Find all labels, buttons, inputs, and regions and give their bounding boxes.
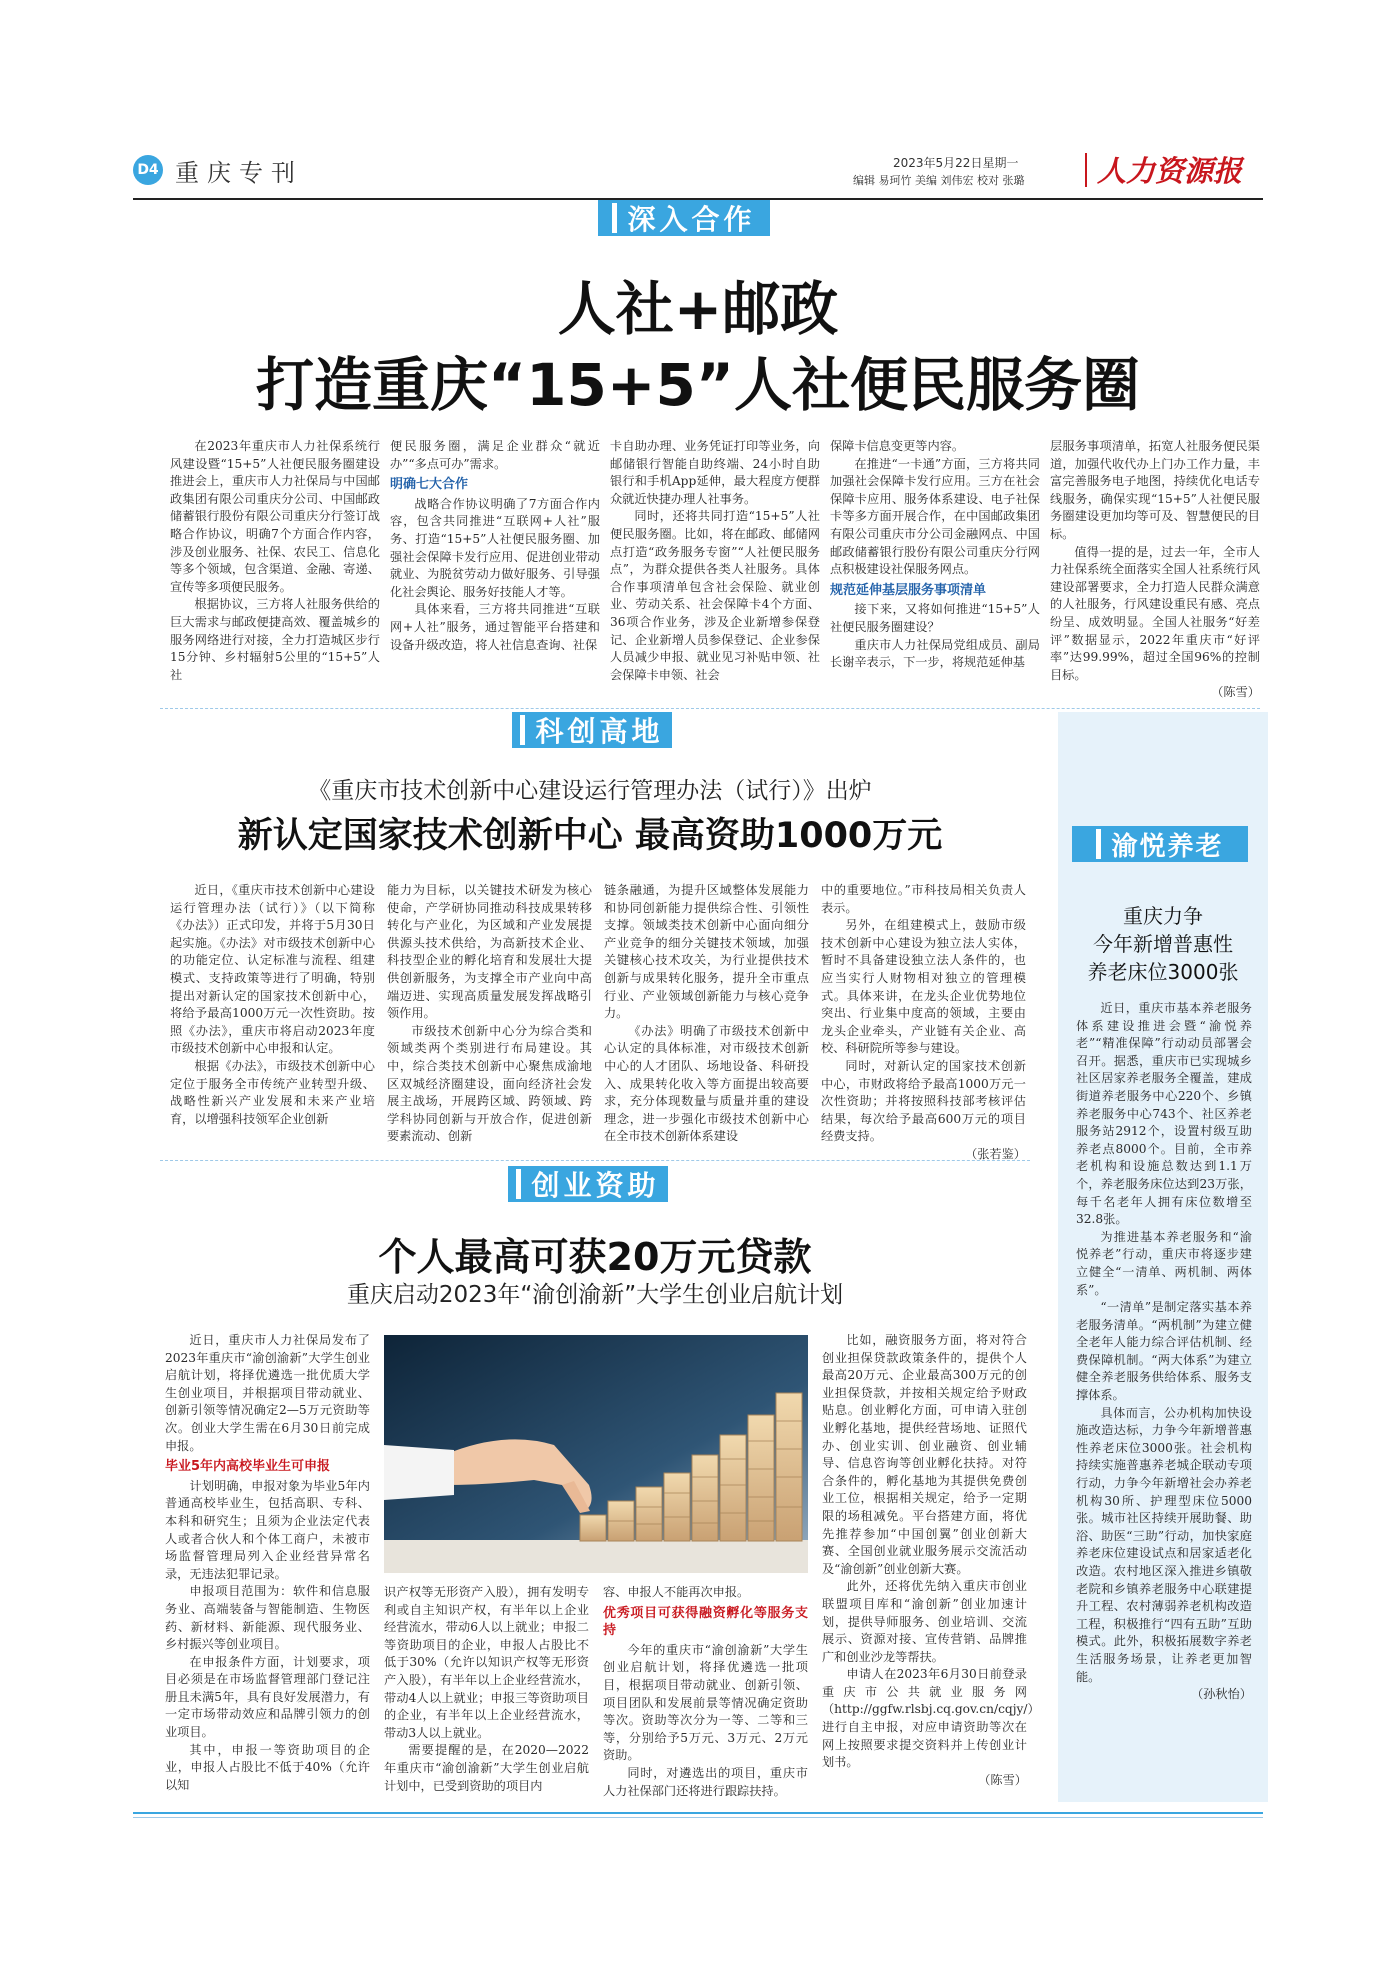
band-yuyue: 渝悦养老 xyxy=(1072,826,1248,862)
section-divider-1 xyxy=(160,708,1260,709)
sidebar-title-1: 重庆力争 xyxy=(1123,904,1203,928)
s3-col1: 近日，重庆市人力社保局发布了2023年重庆市“渝创渝新”大学生创业启航计划，将择优遴选一批优质大学生创业项目，并根据项目带动就业、创新引领等情况确定2—5万元资助等次。创业大学生需在6月30日前完成申报。 毕业5年内高校毕业生可申报 计划明确，申报对象为毕业5年内普通高校毕业生，包括高职、专科、本科和研究生；且须为企业法定代表人或者合伙人和个体工商户，未被市场监督管理局列入企业经营异常名录，无违法犯罪记录。 申报项目范围为：软件和信息服务业、高端装备与智能制造、生物医药、新材料、新能源、现代服务业、乡村振兴等创业项目。 在申报条件方面，计划要求，项目必须是在市场监督管理部门登记注册且未满5年，具有良好发展潜力，有一定市场带动效应和品牌引领力的创业项目。 其中，申报一等资助项目的企业，申报人占股比不低于40%（允许以知 xyxy=(165,1333,370,1792)
blocks-photo xyxy=(384,1335,808,1573)
issue-date: 2023年5月22日星期一 xyxy=(893,156,1019,170)
band-chuangye: 创业资助 xyxy=(508,1166,668,1202)
blocks-photo-svg xyxy=(384,1335,808,1573)
sidebar-signature: （孙秋怡） xyxy=(1191,1687,1252,1702)
page-header xyxy=(133,145,1263,195)
s1-col5: 层服务事项清单，拓宽人社服务便民渠道，加强代收代办上门办工作力量，丰富完善服务电子地图，持续优化电话专线服务，确保实现“15+5”人社便民服务圈建设更加均等可及、智慧便民的目标。 值得一提的是，过去一年，全市人力社保系统全面落实全国人社系统行风建设部署要求，全力打造人民群众满意的人社服务，行风建设重民有感、亮点纷呈、成效明显。全国人社服务“好差评”数据显示，2022年重庆市“好评率”达99.99%，超过全国96%的控制目标。 （陈雪） xyxy=(1050,438,1260,702)
s3-subhead-2: 优秀项目可获得融资孵化等服务支持 xyxy=(603,1605,808,1639)
s1-title-line2: 打造重庆“15+5”人社便民服务圈 xyxy=(256,351,1140,419)
s3-col2: 识产权等无形资产入股），拥有发明专利或自主知识产权，有半年以上企业经营流水，带动6人以上就业；申报二等资助项目的企业，申报人占股比不低于30%（允许以知识产权等无形资产入股），有半年以上企业经营流水，带动4人以上就业；申报三等资助项目的企业，有半年以上企业经营流水，带动3人以上就业。 需要提醒的是，在2020—2022年重庆市“渝创渝新”大学生创业启航计划中，已受到资助的项目内 xyxy=(384,1585,589,1793)
footer-rule-thin xyxy=(133,1817,1263,1818)
s1-signature: （陈雪） xyxy=(1211,685,1260,700)
sidebar-title-2: 今年新增普惠性 xyxy=(1093,932,1233,956)
s1-subhead-2: 规范延伸基层服务事项清单 xyxy=(830,582,987,598)
s2-title: 新认定国家技术创新中心 最高资助1000万元 xyxy=(237,816,943,856)
s1-col1: 在2023年重庆市人力社保系统行风建设暨“15+5”人社便民服务圈建设推进会上，重庆市人力社保局与中国邮政集团有限公司重庆分公司、中国邮政储蓄银行股份有限公司重庆分行签订战略合作协议，明确7个方面合作内容，涉及创业服务、社保、农民工、信息化等多个领域，包含渠道、金融、寄递、宣传等多项便民服务。 根据协议，三方将人社服务供给的巨大需求与邮政便捷高效、覆盖城乡的服务网络进行对接，全力打造城区步行15分钟、乡村辐射5公里的“15+5”人社 xyxy=(170,439,380,682)
sidebar-body: 近日，重庆市基本养老服务体系建设推进会暨“渝悦养老”“精准保障”行动动员部署会召开。据悉，重庆市已实现城乡社区居家养老服务全覆盖，建成街道养老服务中心220个、乡镇养老服务中心743个、社区养老服务站2912个，设置村级互助养老点8000个。目前，全市养老机构和设施总数达到1.1万个，养老服务床位达到23万张，每千名老年人拥有床位数增至32.8张。 为推进基本养老服务和“渝悦养老”行动，重庆市将逐步建立健全“一清单、两机制、两体系”。 “一清单”是制定落实基本养老服务清单。“两机制”为建立健全老年人能力综合评估机制、经费保障机制。“两大体系”为建立健全养老服务供给体系、服务支撑体系。 具体而言，公办机构加快设施改造达标，力争今年新增普惠性养老床位3000张。社会机构持续实施普惠养老城企联动专项行动，力争今年新增社会办养老机构30所、护理型床位5000张。城市社区持续开展助餐、助浴、助医“三助”行动，加快家庭养老床位建设试点和居家适老化改造。农村地区深入推进乡镇敬老院和乡镇养老服务中心联建提升工程、农村薄弱养老机构改造工程，积极推行“四有五助”互助模式。此外，积极拓展数字养老生活服务场景，让养老更加智能。 （孙秋怡） xyxy=(1076,1000,1252,1704)
s3-col3: 容、申报人不能再次申报。 优秀项目可获得融资孵化等服务支持 今年的重庆市“渝创渝新”大学生创业启航计划，将择优遴选一批项目，根据项目带动就业、创新引领、项目团队和发展前景等情况确定资助等次。资助等次分为一等、二等和三等，分别给予5万元、3万元、2万元资助。 同时，对遴选出的项目，重庆市人力社保部门还将进行跟踪扶持。 xyxy=(603,1585,808,1798)
editors-line: 编辑 易珂竹 美编 刘伟宏 校对 张璐 xyxy=(853,174,1025,187)
section-name: 重庆专刊 xyxy=(175,159,303,187)
s2-signature: （张若鉴） xyxy=(965,1146,1026,1161)
s2-col1: 近日，《重庆市技术创新中心建设运行管理办法（试行）》（以下简称《办法》）正式印发，并将于5月30日起实施。《办法》对市级技术创新中心的功能定位、认定标准与流程、组建模式、支持政策等进行了明确，特别提出对新认定的国家技术创新中心，将给予最高1000万元一次性资助。按照《办法》，重庆市将启动2023年度市级技术创新中心申报和认定。 根据《办法》，市级技术创新中心定位于服务全市传统产业转型升级、战略性新兴产业发展和未来产业培育，以增强科技领军企业创新 xyxy=(170,883,375,1126)
band-shenru: 深入合作 xyxy=(598,200,770,236)
s1-subhead-1: 明确七大合作 xyxy=(390,477,469,493)
page-badge: D4 xyxy=(133,155,163,185)
footer-rule xyxy=(133,1812,1263,1814)
s1-col4: 保障卡信息变更等内容。 在推进“一卡通”方面，三方将共同加强社会保障卡发行应用。三方在社会保障卡应用、服务体系建设、电子社保卡等多方面开展合作，在中国邮政集团有限公司重庆市分公司金融网点、中国邮政储蓄银行股份有限公司重庆分行网点积极建设社保服务网点。 规范延伸基层服务事项清单 接下来，又将如何推进“15+5”人社便民服务圈建设？ 重庆市人力社保局党组成员、副局长谢辛表示，下一步，将规范延伸基 xyxy=(830,439,1040,670)
s3-signature: （陈雪） xyxy=(978,1772,1027,1787)
s2-col4: 中的重要地位。”市科技局相关负责人表示。 另外，在组建模式上，鼓励市级技术创新中心建设为独立法人实体，暂时不具备建设独立法人条件的，也应当实行人财物相对独立的管理模式。具体来讲，在龙头企业优势地位突出、行业集中度高的领域，主要由龙头企业牵头，产业链有关企业、高校、科研院所等参与建设。 同时，对新认定的国家技术创新中心，市财政将给予最高1000万元一次性资助；并将按照科技部考核评估结果，每次给予最高600万元的项目经费支持。 （张若鉴） xyxy=(821,882,1026,1164)
s3-col4: 比如，融资服务方面，将对符合创业担保贷款政策条件的，提供个人最高20万元、企业最高300万元的创业担保贷款，并按相关规定给予财政贴息。创业孵化方面，可申请入驻创业孵化基地，提供经营场地、证照代办、创业实训、创业融资、创业辅导、信息咨询等创业孵化扶持。对符合条件的，孵化基地为其提供免费创业工位，根据相关规定，给予一定期限的场租减免。平台搭建方面，将优先推荐参加“中国创翼”创业创新大赛、全国创业就业服务展示交流活动及“渝创新”创业创新大赛。 此外，还将优先纳入重庆市创业联盟项目库和“渝创新”创业加速计划，提供导师服务、创业培训、交流展示、资源对接、宣传营销、品牌推广和创业沙龙等帮扶。 申请人在2023年6月30日前登录重庆市公共就业服务网（http://ggfw.rlsbj.cq.gov.cn/cqjy/）进行自主申报，对应申请资助等次在网上按照要求提交资料并上传创业计划书。 （陈雪） xyxy=(822,1332,1027,1789)
masthead-divider xyxy=(1085,153,1087,187)
sidebar-title-3: 养老床位3000张 xyxy=(1087,960,1239,984)
s1-col3: 卡自助办理、业务凭证打印等业务，向邮储银行智能自助终端、24小时自助银行和手机App延伸，最大程度方便群众就近快捷办理人社事务。 同时，还将共同打造“15+5”人社便民服务圈。比如，将在邮政、邮储网点打造“政务服务专窗”“人社便民服务点”，为群众提供各类人社服务。具体合作事项清单包含社会保险、就业创业、劳动关系、社会保障卡4个方面、36项合作业务，涉及企业新增参保登记、企业新增人员参保登记、企业参保人员减少申报、就业见习补贴申领、社会保障卡申领、社会 xyxy=(610,439,820,682)
masthead: 人力资源报 xyxy=(1097,154,1243,188)
s1-col2: 便民服务圈，满足企业群众“就近办”“多点可办”需求。 明确七大合作 战略合作协议明确了7方面合作内容，包含共同推进“互联网+人社”服务、打造“15+5”人社便民服务圈、加强社会保障卡发行应用、促进创业带动就业、为脱贫劳动力做好服务、引导强化社会舆论、服务好技能人才等。 具体来看，三方将共同推进“互联网+人社”服务，通过智能平台搭建和设备升级改造，将人社信息查询、社保 xyxy=(390,439,600,652)
s2-col3: 链条融通，为提升区域整体发展能力和协同创新能力提供综合性、引领性支撑。领域类技术创新中心面向细分产业竞争的细分关键技术领域，加强关键核心技术攻关，为行业提供技术创新与成果转化服务，提升全市重点行业、产业领域创新能力与核心竞争力。 《办法》明确了市级技术创新中心认定的具体标准，对市级技术创新中心的人才团队、场地设备、科研投入、成果转化收入等方面提出较高要求，充分体现数量与质量并重的建设理念，进一步强化市级技术创新中心在全市技术创新体系建设 xyxy=(604,883,809,1144)
s2-col2: 能力为目标，以关键技术研发为核心使命，产学研协同推动科技成果转移转化与产业化，为区域和产业发展提供源头技术供给，为高新技术企业、科技型企业的孵化培育和发展壮大提供创新服务，为支撑全市产业向中高端迈进、实现高质量发展发挥战略引领作用。 市级技术创新中心分为综合类和领域类两个类别进行布局建设。其中，综合类技术创新中心聚焦成渝地区双城经济圈建设，面向经济社会发展主战场，开展跨区域、跨领域、跨学科协同创新与开放合作，促进创新要素流动、创新 xyxy=(387,883,592,1144)
s1-title-line1: 人社+邮政 xyxy=(557,275,839,343)
section-divider-2 xyxy=(160,1160,1030,1161)
s2-kicker: 《重庆市技术创新中心建设运行管理办法（试行）》出炉 xyxy=(308,778,872,804)
s3-subtitle: 重庆启动2023年“渝创渝新”大学生创业启航计划 xyxy=(346,1282,844,1308)
band-kechuang: 科创高地 xyxy=(512,712,672,748)
s3-title: 个人最高可获20万元贷款 xyxy=(378,1235,812,1279)
s3-subhead-1: 毕业5年内高校毕业生可申报 xyxy=(165,1459,331,1475)
